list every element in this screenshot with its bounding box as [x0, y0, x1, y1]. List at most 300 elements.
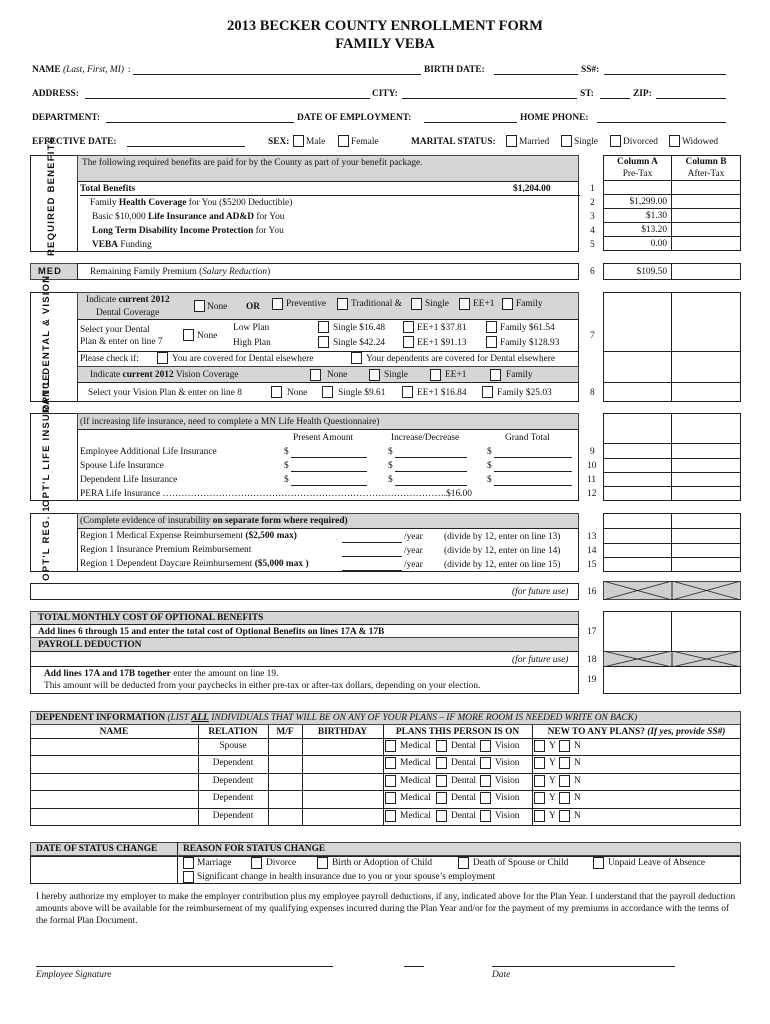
dollar-sign: $	[284, 461, 289, 471]
divider	[603, 443, 741, 444]
grand-total-header: Grand Total	[505, 433, 550, 443]
divider	[603, 382, 741, 383]
dependent-mf-field[interactable]	[268, 808, 302, 824]
vision-single-checkbox[interactable]	[369, 369, 380, 381]
deduct-note: This amount will be deducted from your paychecks in either pre-tax or after-tax dollars, depending on your election.	[44, 681, 481, 691]
dependent-vision-checkbox[interactable]	[480, 792, 491, 804]
traditional-label: Traditional &	[351, 299, 402, 309]
dependent-no-label: N	[574, 811, 581, 821]
phone-field[interactable]	[597, 122, 726, 123]
dependent-vision-label: Vision	[495, 758, 520, 768]
dependent-name-field[interactable]	[30, 738, 198, 754]
dependent-vision-checkbox[interactable]	[480, 740, 491, 752]
vision-none-checkbox[interactable]	[310, 369, 321, 381]
line-number: 17	[587, 627, 597, 637]
dependent-new-no-checkbox[interactable]	[559, 792, 570, 804]
dental-coverage-label: Dental Coverage	[96, 308, 160, 318]
authorization-text: I hereby authorize my employer to make the employer contribution plus my employee payroll deductions, if any, indicated above for the Plan Year. I understand that the payroll deduction amounts above will be available for the reimbursement of my qualifying expenses incurred during the Plan Year and/or for the payment of my premiums in accordance with the terms of the formal Plan Document.	[36, 892, 736, 926]
dependent-new-yes-checkbox[interactable]	[534, 810, 545, 822]
st-field[interactable]	[600, 98, 630, 99]
vision-family-checkbox[interactable]	[490, 369, 501, 381]
dollar-sign: $	[388, 475, 393, 485]
married-checkbox[interactable]	[506, 135, 517, 147]
per-year: /year	[404, 532, 423, 542]
divider	[80, 195, 580, 196]
employee-incdec-field[interactable]	[395, 457, 467, 458]
dependent-present-field[interactable]	[291, 485, 367, 486]
reg-premium-field[interactable]	[342, 556, 402, 557]
dependent-yes-label: Y	[549, 741, 556, 751]
dependent-relation: Dependent	[212, 758, 254, 768]
dependent-dental-checkbox[interactable]	[436, 775, 447, 787]
vision-single-label: Single	[384, 370, 408, 380]
add-lines-label: Add lines 6 through 15 and enter the total cost of Optional Benefits on lines 17A & 17B	[38, 627, 385, 637]
dollar-sign: $	[388, 447, 393, 457]
ltd-row: Long Term Disability Income Protection for You	[92, 226, 284, 236]
dependent-dental-label: Dental	[451, 741, 476, 751]
line-number: 14	[587, 546, 597, 556]
dependent-dental-label: Dental	[451, 758, 476, 768]
line1-col-a[interactable]	[603, 180, 672, 195]
line-number: 11	[587, 475, 597, 485]
life-insurance-row: Basic $10,000 Life Insurance and AD&D for You	[92, 212, 285, 222]
per-year: /year	[404, 546, 423, 556]
vision-ee1-label: EE+1	[445, 370, 467, 380]
dependent-new-no-checkbox[interactable]	[559, 740, 570, 752]
employee-total-field[interactable]	[494, 457, 572, 458]
total-benefits-label: Total Benefits	[80, 184, 136, 194]
dependent-medical-checkbox[interactable]	[385, 810, 396, 822]
line-number: 12	[587, 489, 597, 499]
covered-dep-label: Your dependents are covered for Dental elsewhere	[366, 354, 556, 364]
employee-life-label: Employee Additional Life Insurance	[80, 447, 217, 457]
dependent-name-field[interactable]	[30, 808, 198, 824]
line-number: 1	[590, 184, 595, 194]
effective-date-label: EFFECTIVE DATE:	[32, 137, 117, 147]
please-check-label: Please check if:	[80, 354, 139, 364]
divorce-label: Divorce	[266, 858, 297, 868]
dependent-dental-checkbox[interactable]	[436, 757, 447, 769]
signature-gap-line	[404, 966, 424, 967]
col-birthday: BIRTHDAY	[317, 727, 368, 737]
low-plan-label: Low Plan	[233, 323, 270, 333]
dependent-no-label: N	[574, 741, 581, 751]
total-optional-label: TOTAL MONTHLY COST OF OPTIONAL BENEFITS	[38, 613, 264, 623]
sex-label: SEX:	[268, 137, 290, 147]
dependent-new-yes-checkbox[interactable]	[534, 740, 545, 752]
current-ee1-label: EE+1	[473, 299, 495, 309]
divider	[603, 222, 741, 223]
high-single-checkbox[interactable]	[318, 336, 329, 348]
divider	[603, 557, 741, 558]
dependent-no-label: N	[574, 776, 581, 786]
divider	[30, 856, 741, 857]
city-field[interactable]	[402, 98, 577, 99]
dental-plan-none-label: None	[197, 331, 218, 341]
line-number: 6	[590, 267, 595, 277]
dependent-vision-label: Vision	[495, 741, 520, 751]
add17-label: Add lines 17A and 17B together enter the amount on line 19.	[44, 669, 279, 679]
traditional-checkbox[interactable]	[337, 298, 348, 310]
dependent-dental-label: Dental	[451, 793, 476, 803]
dependent-total-field[interactable]	[494, 485, 572, 486]
column-b-sub: After-Tax	[687, 169, 725, 179]
dependent-name-field[interactable]	[30, 773, 198, 789]
death-checkbox[interactable]	[458, 857, 469, 869]
divorced-label: Divorced	[623, 137, 658, 147]
divorced-checkbox[interactable]	[610, 135, 621, 147]
line-number: 7	[590, 331, 595, 341]
widowed-checkbox[interactable]	[669, 135, 680, 147]
divider	[603, 458, 741, 459]
dependent-vision-label: Vision	[495, 811, 520, 821]
dependent-vision-label: Vision	[495, 776, 520, 786]
vision-plan-label: Select your Vision Plan & enter on line 8	[88, 388, 242, 398]
dependent-vision-label: Vision	[495, 793, 520, 803]
birth-adoption-label: Birth or Adoption of Child	[332, 858, 433, 868]
dependent-medical-checkbox[interactable]	[385, 740, 396, 752]
phone-label: HOME PHONE:	[520, 113, 589, 123]
divider	[177, 842, 178, 884]
or-label: OR	[246, 302, 261, 312]
life-note: (If increasing life insurance, need to complete a MN Life Health Questionnaire)	[80, 417, 380, 427]
dependent-relation: Dependent	[212, 776, 254, 786]
preventive-checkbox[interactable]	[272, 298, 283, 310]
dependent-mf-field[interactable]	[268, 738, 302, 754]
marriage-label: Marriage	[197, 858, 232, 868]
dollar-sign: $	[284, 475, 289, 485]
reg-medical-field[interactable]	[342, 542, 402, 543]
spouse-incdec-field[interactable]	[395, 471, 467, 472]
ss-label: SS#:	[581, 65, 600, 75]
high-ee1-label: EE+1 $91.13	[417, 338, 467, 348]
zip-label: ZIP:	[633, 89, 652, 99]
line16-cross-icon	[603, 581, 741, 600]
significant-change-label: Significant change in health insurance due to you or your spouse’s employment	[197, 872, 496, 882]
address-label: ADDRESS:	[32, 89, 79, 99]
dependent-name-field[interactable]	[30, 790, 198, 806]
dependent-dental-checkbox[interactable]	[436, 792, 447, 804]
st-label: ST:	[580, 89, 594, 99]
dependent-dental-checkbox[interactable]	[436, 740, 447, 752]
effective-date-field[interactable]	[127, 146, 245, 147]
high-ee1-checkbox[interactable]	[403, 336, 414, 348]
future-use-label: (for future use)	[512, 655, 569, 665]
dependent-new-yes-checkbox[interactable]	[534, 792, 545, 804]
zip-field[interactable]	[656, 98, 726, 99]
current-single-checkbox[interactable]	[411, 298, 422, 310]
low-single-label: Single $16.48	[333, 323, 386, 333]
divide-note: (divide by 12, enter on line 15)	[444, 560, 561, 570]
dollar-sign: $	[284, 447, 289, 457]
birth-adoption-checkbox[interactable]	[317, 857, 328, 869]
department-label: DEPARTMENT:	[32, 113, 101, 123]
date-signature-line[interactable]	[492, 966, 675, 967]
dependent-incdec-field[interactable]	[395, 485, 467, 486]
line7-col-a[interactable]	[603, 292, 672, 352]
dental-plan-none-checkbox[interactable]	[183, 329, 194, 341]
divider	[603, 543, 741, 544]
required-note: The following required benefits are paid for by the County as part of your benefit package.	[82, 158, 423, 168]
line3-value: $1.30	[645, 211, 667, 221]
future-use-label: (for future use)	[512, 587, 569, 597]
line-number: 13	[587, 532, 597, 542]
employee-signature-label: Employee Signature	[36, 970, 112, 980]
increase-decrease-header: Increase/Decrease	[391, 433, 460, 443]
low-family-label: Family $61.54	[500, 323, 555, 333]
dental-section-label: OPT'L DENTAL & VISION	[41, 274, 52, 412]
name-hint: (Last, First, MI)	[63, 65, 124, 75]
male-label: Male	[306, 137, 326, 147]
health-coverage-row: Family Health Coverage for You ($5200 Deductible)	[90, 198, 293, 208]
divider	[603, 528, 741, 529]
dependent-mf-field[interactable]	[268, 773, 302, 789]
dental-none-checkbox[interactable]	[194, 300, 205, 312]
dependent-medical-checkbox[interactable]	[385, 792, 396, 804]
female-label: Female	[351, 137, 379, 147]
vision-plan-none-checkbox[interactable]	[271, 386, 282, 398]
med-section-label: MED	[38, 265, 62, 276]
divide-note: (divide by 12, enter on line 13)	[444, 532, 561, 542]
high-plan-label: High Plan	[233, 338, 271, 348]
dependent-medical-label: Medical	[400, 758, 431, 768]
divider	[603, 472, 741, 473]
dependent-new-no-checkbox[interactable]	[559, 775, 570, 787]
dependent-birthday-field[interactable]	[302, 773, 383, 789]
dependent-life-label: Dependent Life Insurance	[80, 475, 178, 485]
name-colon: :	[128, 65, 131, 75]
dependent-medical-checkbox[interactable]	[385, 757, 396, 769]
dependent-vision-checkbox[interactable]	[480, 810, 491, 822]
dependent-medical-label: Medical	[400, 741, 431, 751]
birth-date-label: BIRTH DATE:	[424, 65, 485, 75]
line-number: 5	[590, 240, 595, 250]
address-field[interactable]	[85, 98, 370, 99]
current-family-label: Family	[516, 299, 543, 309]
vision-plan-single-label: Single $9.61	[338, 388, 386, 398]
life-section-label: OPT'L LIFE INSURANCE	[41, 373, 52, 507]
signature-date-label: Date	[492, 970, 511, 980]
vision-plan-ee1-label: EE+1 $16.84	[417, 388, 467, 398]
dependent-yes-label: Y	[549, 793, 556, 803]
remaining-premium-label: Remaining Family Premium (Salary Reduction)	[90, 267, 271, 277]
line-number: 10	[587, 461, 597, 471]
dependent-vision-checkbox[interactable]	[480, 757, 491, 769]
line-number: 9	[590, 447, 595, 457]
current-family-checkbox[interactable]	[502, 298, 513, 310]
divide-note: (divide by 12, enter on line 14)	[444, 546, 561, 556]
reg-medical-label: Region 1 Medical Expense Reimbursement ($2,500 max)	[80, 531, 297, 541]
vision-none-label: None	[327, 370, 348, 380]
current-single-label: Single	[425, 299, 449, 309]
covered-you-checkbox[interactable]	[157, 352, 168, 364]
life-col-b[interactable]	[671, 413, 741, 501]
future-use-row-16	[30, 583, 579, 600]
name-field[interactable]	[133, 74, 421, 75]
unpaid-leave-label: Unpaid Leave of Absence	[608, 858, 706, 868]
reg-daycare-field[interactable]	[342, 570, 402, 571]
line1-col-b[interactable]	[671, 180, 741, 195]
divorce-checkbox[interactable]	[251, 857, 262, 869]
line-number: 15	[587, 560, 597, 570]
high-family-checkbox[interactable]	[486, 336, 497, 348]
dependent-relation: Dependent	[212, 811, 254, 821]
vision-plan-ee1-checkbox[interactable]	[402, 386, 413, 398]
line8-col-a[interactable]	[603, 351, 672, 402]
doe-field[interactable]	[424, 122, 517, 123]
dental-indicate-label: Indicate current 2012	[86, 295, 170, 305]
dependent-name-field[interactable]	[30, 755, 198, 771]
dependent-dental-label: Dental	[451, 811, 476, 821]
form-subtitle: FAMILY VEBA	[335, 36, 435, 52]
pera-life-label: PERA Life Insurance ……………………………………………………………………………….$16.00	[80, 489, 472, 499]
dependent-header: DEPENDENT INFORMATION (LIST ALL INDIVIDUALS THAT WILL BE ON ANY OF YOUR PLANS – IF MORE ROOM IS NEEDED WRITE ON BACK)	[36, 713, 638, 723]
spouse-life-label: Spouse Life Insurance	[80, 461, 164, 471]
dollar-sign: $	[487, 475, 492, 485]
dependent-relation: Spouse	[219, 741, 247, 751]
line-number: 4	[590, 226, 595, 236]
dependent-dental-checkbox[interactable]	[436, 810, 447, 822]
line-number: 2	[590, 198, 595, 208]
dependent-medical-checkbox[interactable]	[385, 775, 396, 787]
divider	[532, 725, 533, 826]
vision-plan-single-checkbox[interactable]	[322, 386, 333, 398]
birth-date-field[interactable]	[494, 74, 578, 75]
female-checkbox[interactable]	[338, 135, 349, 147]
reg-premium-label: Region 1 Insurance Premium Reimbursement	[80, 545, 252, 555]
dependent-ss-field[interactable]	[590, 738, 740, 754]
dependent-no-label: N	[574, 758, 581, 768]
name-label: NAME	[32, 65, 61, 75]
low-ee1-checkbox[interactable]	[403, 321, 414, 333]
line5-value: 0.00	[650, 239, 667, 249]
select-dental-label: Select your Dental	[80, 325, 150, 335]
col-plans: PLANS THIS PERSON IS ON	[395, 727, 520, 737]
male-checkbox[interactable]	[293, 135, 304, 147]
column-a-title: Column A	[617, 157, 658, 167]
dependent-mf-field[interactable]	[268, 755, 302, 771]
department-field[interactable]	[106, 122, 294, 123]
vision-plan-none-label: None	[287, 388, 308, 398]
column-a-sub: Pre-Tax	[622, 169, 653, 179]
dependent-yes-label: Y	[549, 811, 556, 821]
low-family-checkbox[interactable]	[486, 321, 497, 333]
life-col-a[interactable]	[603, 413, 672, 501]
low-single-checkbox[interactable]	[318, 321, 329, 333]
single-label: Single	[574, 137, 598, 147]
line8-col-b[interactable]	[671, 351, 741, 402]
employee-signature-line[interactable]	[36, 966, 333, 967]
line7-col-b[interactable]	[671, 292, 741, 352]
status-date-label: DATE OF STATUS CHANGE	[36, 844, 158, 854]
veba-row: VEBA Funding	[92, 240, 152, 250]
single-checkbox[interactable]	[561, 135, 572, 147]
dependent-ss-field[interactable]	[590, 755, 740, 771]
marriage-checkbox[interactable]	[183, 857, 194, 869]
line2-value: $1,299.00	[629, 197, 667, 207]
low-ee1-label: EE+1 $37.81	[417, 323, 467, 333]
married-label: Married	[519, 137, 550, 147]
death-label: Death of Spouse or Child	[473, 858, 569, 868]
dependent-birthday-field[interactable]	[302, 808, 383, 824]
vision-plan-family-label: Family $25.03	[497, 388, 552, 398]
divider	[383, 725, 384, 826]
col-mf: M/F	[276, 727, 294, 737]
high-family-label: Family $128.93	[500, 338, 560, 348]
covered-you-label: You are covered for Dental elsewhere	[172, 354, 314, 364]
divider	[603, 208, 741, 209]
vision-ee1-checkbox[interactable]	[430, 369, 441, 381]
dependent-medical-label: Medical	[400, 811, 431, 821]
reg-note: (Complete evidence of insurability on separate form where required)	[80, 516, 348, 526]
line-number: 3	[590, 212, 595, 222]
enter-line7-label: Plan & enter on line 7	[80, 337, 163, 347]
dependent-no-label: N	[574, 793, 581, 803]
form-title: 2013 BECKER COUNTY ENROLLMENT FORM	[227, 18, 543, 34]
line-number: 8	[590, 388, 595, 398]
marital-label: MARITAL STATUS:	[411, 137, 496, 147]
line17b-cell[interactable]	[671, 611, 741, 652]
dollar-sign: $	[487, 447, 492, 457]
high-single-label: Single $42.24	[333, 338, 386, 348]
dependent-new-no-checkbox[interactable]	[559, 810, 570, 822]
dependent-new-yes-checkbox[interactable]	[534, 775, 545, 787]
dependent-birthday-field[interactable]	[302, 738, 383, 754]
dependent-yes-label: Y	[549, 758, 556, 768]
ss-field[interactable]	[604, 74, 726, 75]
employee-present-field[interactable]	[291, 457, 367, 458]
covered-dep-checkbox[interactable]	[351, 352, 362, 364]
dependent-new-no-checkbox[interactable]	[559, 757, 570, 769]
column-b-title: Column B	[685, 157, 727, 167]
dependent-yes-label: Y	[549, 776, 556, 786]
dependent-ss-field[interactable]	[590, 773, 740, 789]
significant-change-checkbox[interactable]	[183, 871, 194, 883]
divider	[603, 236, 741, 237]
present-amount-header: Present Amount	[293, 433, 354, 443]
col-relation: RELATION	[208, 727, 258, 737]
dependent-relation: Dependent	[212, 793, 254, 803]
unpaid-leave-checkbox[interactable]	[593, 857, 604, 869]
dependent-medical-label: Medical	[400, 776, 431, 786]
line6-col-b[interactable]	[671, 263, 741, 280]
dependent-ss-field[interactable]	[590, 790, 740, 806]
reg-daycare-label: Region 1 Dependent Daycare Reimbursement ($5,000 max )	[80, 559, 309, 569]
dependent-mf-field[interactable]	[268, 790, 302, 806]
dependent-ss-field[interactable]	[590, 808, 740, 824]
line-number: 16	[587, 587, 597, 597]
widowed-label: Widowed	[682, 137, 719, 147]
dependent-vision-checkbox[interactable]	[480, 775, 491, 787]
dependent-birthday-field[interactable]	[302, 790, 383, 806]
status-reason-label: REASON FOR STATUS CHANGE	[183, 844, 326, 854]
line-number: 18	[587, 655, 597, 665]
dependent-new-yes-checkbox[interactable]	[534, 757, 545, 769]
city-label: CITY:	[372, 89, 398, 99]
vision-family-label: Family	[506, 370, 533, 380]
line17a-cell[interactable]	[603, 611, 672, 652]
spouse-present-field[interactable]	[291, 471, 367, 472]
vision-plan-family-checkbox[interactable]	[482, 386, 493, 398]
current-ee1-checkbox[interactable]	[459, 298, 470, 310]
dependent-birthday-field[interactable]	[302, 755, 383, 771]
line19-cell[interactable]	[603, 666, 741, 694]
col-new: NEW TO ANY PLANS? (If yes, provide SS#)	[547, 727, 726, 737]
payroll-deduction-label: PAYROLL DEDUCTION	[38, 640, 142, 650]
dental-none-label: None	[207, 302, 228, 312]
required-section-label: REQUIRED BENEFITS	[46, 135, 57, 256]
spouse-total-field[interactable]	[494, 471, 572, 472]
